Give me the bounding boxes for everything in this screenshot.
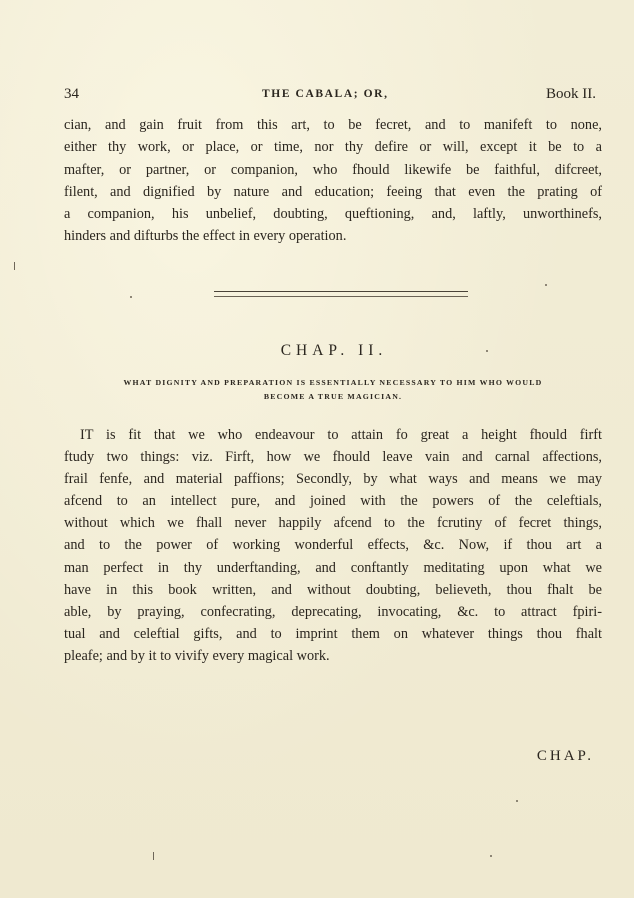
paragraph-line: hinders and difturbs the effect in every operation. xyxy=(64,228,347,245)
paper-speck xyxy=(130,296,132,298)
running-title: THE CABALA; OR, xyxy=(262,88,389,100)
book-label: Book II. xyxy=(546,86,596,102)
paragraph-line: tual and celeftial gifts, and to imprint them on whatever things thou fhalt xyxy=(64,625,602,642)
paragraph-line: and to the power of working wonderful effects, &c. Now, if thou art a xyxy=(64,537,602,554)
paragraph-line: without which we fhall never happily afcend to the fcrutiny of fecret things, xyxy=(64,515,602,532)
page-header xyxy=(64,86,598,108)
chapter-subtitle xyxy=(64,376,602,404)
paragraph-line: ftudy two things: viz. Firft, how we fhould leave vain and carnal affections, xyxy=(64,449,602,466)
paragraph-line: pleafe; and by it to vivify every magical work. xyxy=(64,647,330,664)
paragraph-line: have in this book written, and without doubting, believeth, thou fhalt be xyxy=(64,581,602,598)
paper-speck xyxy=(153,852,154,860)
chapter-paragraph xyxy=(64,424,602,667)
catchword: CHAP. xyxy=(536,748,594,764)
paragraph-line: mafter, or partner, or companion, who fhould likewife be faithful, difcreet, xyxy=(64,161,602,178)
chapter-subtitle-line: BECOME A TRUE MAGICIAN. xyxy=(263,392,403,401)
chapter-title: CHAP. II. xyxy=(280,342,388,359)
paper-speck xyxy=(14,262,15,270)
paragraph-line: a companion, his unbelief, doubting, queftioning, and, laftly, unworthinefs, xyxy=(64,206,602,223)
paragraph-line: frail fenfe, and material paffions; Secondly, by what ways and means we may xyxy=(64,471,602,488)
paragraph-line: cian, and gain fruit from this art, to be fecret, and to manifeft to none, xyxy=(64,117,602,133)
paragraph-line: able, by praying, confecrating, deprecating, invocating, &c. to attract fpiri- xyxy=(64,603,602,620)
paragraph-line: either thy work, or place, or time, nor thy defire or will, except it be to a xyxy=(64,139,602,156)
chapter-subtitle-line: WHAT DIGNITY AND PREPARATION IS ESSENTIALLY NECESSARY TO HIM WHO WOULD xyxy=(123,378,543,387)
paragraph-line: man perfect in thy underftanding, and conftantly meditating upon what we xyxy=(64,559,602,576)
paper-speck xyxy=(545,284,547,286)
section-divider xyxy=(214,291,468,297)
paragraph-line: filent, and dignified by nature and education; feeing that even the prating of xyxy=(64,183,602,200)
paper-speck xyxy=(486,350,488,352)
paragraph-line: IT is fit that we who endeavour to attain fo great a height fhould firft xyxy=(80,427,602,443)
paper-speck xyxy=(490,855,492,857)
page-number: 34 xyxy=(64,86,79,102)
paragraph-line: afcend to an intellect pure, and joined with the powers of the celeftials, xyxy=(64,493,602,510)
paper-speck xyxy=(516,800,518,802)
continuation-paragraph xyxy=(64,114,602,248)
